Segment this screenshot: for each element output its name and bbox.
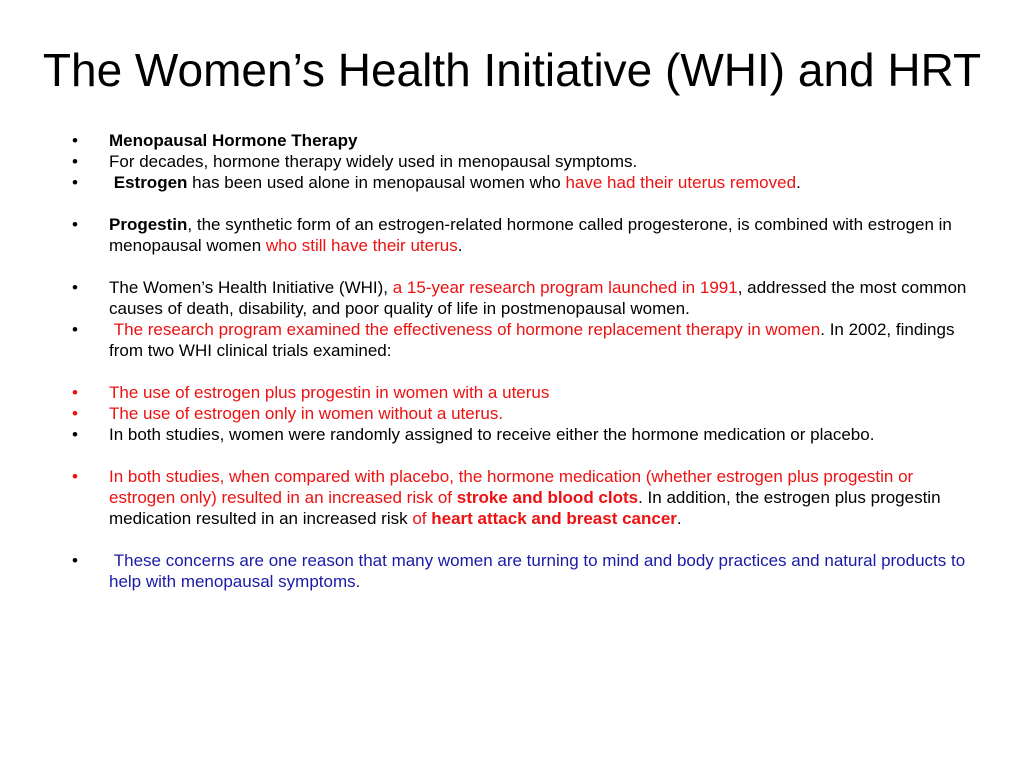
bullet-term-stroke: stroke and blood clots (456, 488, 639, 507)
bullet-increased-risk (72, 466, 972, 529)
bullet-text: For decades, hormone therapy widely used in menopausal symptoms. (109, 152, 638, 171)
bullet-marker: • (72, 383, 78, 402)
bullet-marker: • (72, 425, 78, 444)
bullet-text: The use of estrogen plus progestin in women with a uterus (109, 383, 550, 402)
bullet-term-heart-attack: heart attack and breast cancer (431, 509, 677, 528)
bullet-marker: • (72, 320, 78, 339)
bullet-marker: • (72, 173, 78, 192)
bullet-highlight: In both studies, when compared with placebo, the hormone medication (whether estrogen plus progestin or estrogen only) resulted in an increased risk of (109, 467, 914, 507)
bullet-progestin (72, 214, 972, 256)
bullet-marker: • (72, 131, 78, 150)
slide-title: The Women’s Health Initiative (WHI) and HRT (42, 44, 982, 96)
bullet-marker: • (72, 467, 78, 486)
bullet-whi-program (72, 277, 972, 319)
bullet-text: . (796, 173, 801, 192)
bullet-highlight: These concerns are one reason that many women are turning to mind and body practices and natural products to help with menopausal symptoms. (109, 551, 966, 591)
bullet-text: The use of estrogen only in women without a uterus. (109, 404, 504, 423)
bullet-estrogen-only (72, 403, 972, 424)
bullet-text: In both studies, women were randomly assigned to receive either the hormone medication or placebo. (109, 425, 875, 444)
bullet-marker: • (72, 404, 78, 423)
bullet-research-program (72, 319, 972, 361)
bullet-highlight: a 15-year research program launched in 1991 (392, 278, 738, 297)
bullet-estrogen-plus-progestin (72, 382, 972, 403)
bullet-marker: • (72, 152, 78, 171)
bullet-text: Menopausal Hormone Therapy (109, 131, 358, 150)
bullet-text: . (676, 509, 682, 528)
bullet-marker: • (72, 551, 78, 570)
bullet-highlight: The research program examined the effectiveness of hormone replacement therapy in women (113, 320, 821, 339)
bullet-text: . In addition, the estrogen plus progestin medication resulted in an increased risk (109, 488, 941, 528)
bullet-text: has been used alone in menopausal women who (187, 173, 566, 192)
bullet-text: , addressed the most common causes of death, disability, and poor quality of life in postmenopausal women. (109, 278, 967, 318)
bullet-text: The Women’s Health Initiative (WHI), (109, 278, 393, 297)
bullet-text: , the synthetic form of an estrogen-related hormone called progesterone, is combined with estrogen in menopausal women (109, 215, 952, 255)
bullet-highlight: have had their uterus removed (565, 173, 797, 192)
bullet-highlight: who still have their uterus (265, 236, 458, 255)
bullet-text: . In 2002, findings from two WHI clinical trials examined: (109, 320, 955, 360)
bullet-marker: • (72, 215, 78, 234)
bullet-list (72, 130, 972, 592)
bullet-hormone-therapy-decades (72, 151, 972, 172)
bullet-marker: • (72, 278, 78, 297)
bullet-estrogen (72, 172, 972, 193)
bullet-term-estrogen: Estrogen (113, 173, 188, 192)
bullet-menopausal-hormone-therapy (72, 130, 972, 151)
bullet-highlight: of (412, 509, 432, 528)
bullet-term-progestin: Progestin (109, 215, 188, 234)
bullet-text: . (457, 236, 463, 255)
bullet-concerns (72, 550, 972, 592)
bullet-randomly-assigned (72, 424, 972, 445)
